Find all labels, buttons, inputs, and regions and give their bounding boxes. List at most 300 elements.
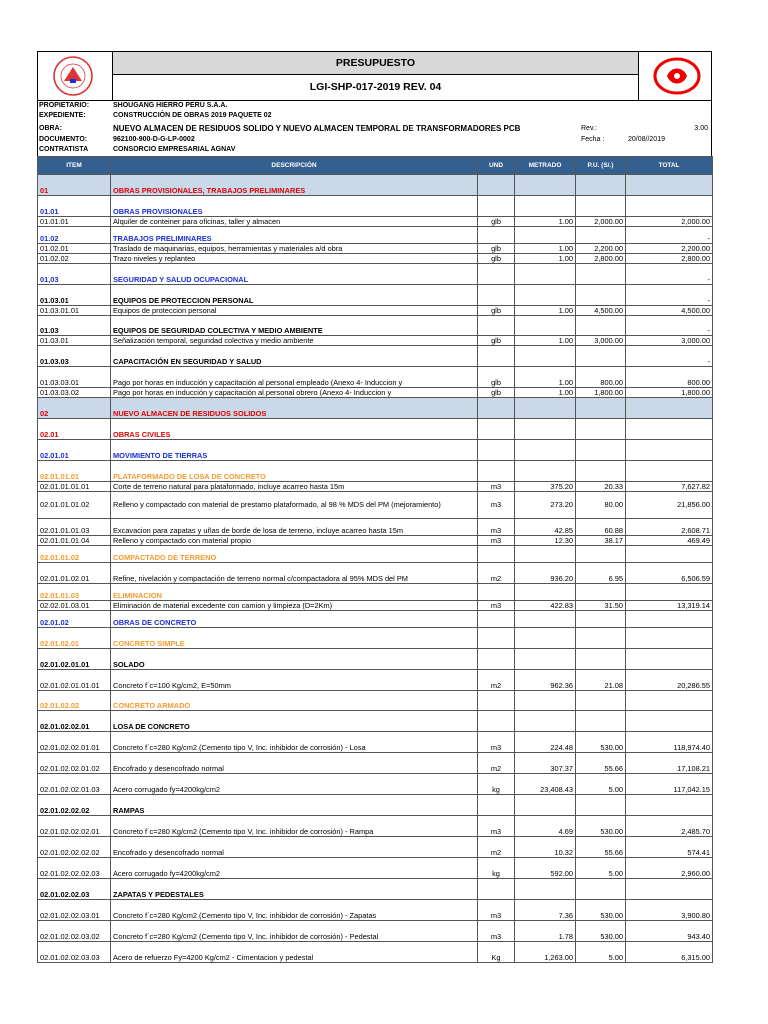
row-total: 2,960.00: [626, 857, 713, 878]
row-unit-price: 3,000.00: [576, 335, 626, 345]
owner-value: SHOUGANG HIERRO PERÚ S.A.A.: [113, 102, 228, 109]
date-label: Fecha :: [581, 135, 605, 143]
row-total: 117,042.15: [626, 773, 713, 794]
row-unit: glb: [478, 366, 515, 387]
row-unit: glb: [478, 305, 515, 315]
table-row: [38, 648, 713, 669]
row-unit-price: 2,000.00: [576, 216, 626, 226]
table-row: [38, 174, 713, 195]
row-description: Relleno y compactado con material de prestamo plataformado, al 98 % MDS del PM (mejoramiento): [111, 491, 478, 518]
row-unit: kg: [478, 773, 515, 794]
row-quantity: 1.00: [515, 366, 576, 387]
row-unit-price: [576, 439, 626, 460]
row-total: [626, 878, 713, 899]
table-row: [38, 253, 713, 263]
row-quantity: [515, 195, 576, 216]
row-unit: m3: [478, 815, 515, 836]
table-row: [38, 366, 713, 387]
row-unit: m3: [478, 518, 515, 535]
row-unit-price: [576, 418, 626, 439]
row-quantity: [515, 460, 576, 481]
row-item-code: 02.01.02.01: [38, 627, 111, 648]
row-item-code: 02.01.02.02.03.03: [38, 941, 111, 962]
table-row: [38, 263, 713, 284]
row-unit: [478, 878, 515, 899]
row-unit-price: [576, 545, 626, 562]
table-row: [38, 815, 713, 836]
table-row: [38, 439, 713, 460]
project-value: NUEVO ALMACEN DE RESIDUOS SOLIDO Y NUEVO ALMACEN TEMPORAL DE TRANSFORMADORES PCB: [113, 123, 521, 133]
revision-value: 3.00: [694, 124, 708, 132]
row-unit: [478, 226, 515, 243]
table-row: [38, 418, 713, 439]
table-row: [38, 481, 713, 491]
row-description: OBRAS DE CONCRETO: [111, 610, 478, 627]
row-quantity: 10.32: [515, 836, 576, 857]
row-description: RAMPAS: [111, 794, 478, 815]
column-header-description: DESCRIPCIÓN: [111, 156, 478, 174]
row-total: [626, 648, 713, 669]
row-item-code: 01.03.01.01: [38, 305, 111, 315]
row-unit: m3: [478, 600, 515, 610]
row-item-code: 02.01.02.02.01.03: [38, 773, 111, 794]
row-description: SEGURIDAD Y SALUD OCUPACIONAL: [111, 263, 478, 284]
row-description: Excavacion para zapatas y uñas de borde de losa de terreno, incluye acarreo hasta 15m: [111, 518, 478, 535]
row-unit-price: [576, 610, 626, 627]
row-quantity: 1.00: [515, 253, 576, 263]
row-unit-price: 5.00: [576, 773, 626, 794]
row-unit: m2: [478, 669, 515, 690]
row-unit: m3: [478, 491, 515, 518]
table-row: [38, 216, 713, 226]
row-description: Corte de terreno natural para plataformado, incluye acarreo hasta 15m: [111, 481, 478, 491]
table-row: [38, 195, 713, 216]
row-unit-price: [576, 710, 626, 731]
row-item-code: 02.01.01.02: [38, 545, 111, 562]
file-label: EXPEDIENTE:: [39, 112, 86, 120]
row-description: Acero de refuerzo Fy=4200 Kg/cm2 - Cimentacion y pedestal: [111, 941, 478, 962]
row-total: 13,319.14: [626, 600, 713, 610]
row-unit-price: 800.00: [576, 366, 626, 387]
row-quantity: [515, 545, 576, 562]
row-quantity: 307.37: [515, 752, 576, 773]
row-quantity: 224.48: [515, 731, 576, 752]
row-item-code: 02.01.02.02.01.02: [38, 752, 111, 773]
row-unit: [478, 610, 515, 627]
table-row: [38, 545, 713, 562]
row-item-code: 01.03.01: [38, 335, 111, 345]
row-item-code: 02.01.02.02.02: [38, 794, 111, 815]
row-description: Pago por horas en inducción y capacitación al personal obrero (Anexo 4- Induccion y: [111, 387, 478, 397]
row-description: EQUIPOS DE SEGURIDAD COLECTIVA Y MEDIO AMBIENTE: [111, 315, 478, 335]
row-unit-price: 20.33: [576, 481, 626, 491]
row-total: 6,506.59: [626, 562, 713, 583]
row-description: NUEVO ALMACEN DE RESIDUOS SOLIDOS: [111, 397, 478, 418]
row-description: LOSA DE CONCRETO: [111, 710, 478, 731]
row-total: [626, 627, 713, 648]
row-total: [626, 439, 713, 460]
budget-sheet: [37, 51, 712, 963]
table-row: [38, 710, 713, 731]
row-description: Concreto f´c=280 Kg/cm2 (Cemento tipo V, Inc. inhibidor de corrosión) - Zapatas: [111, 899, 478, 920]
row-item-code: 02.01.02.02.01: [38, 710, 111, 731]
row-unit: [478, 174, 515, 195]
row-total: [626, 794, 713, 815]
row-quantity: [515, 627, 576, 648]
row-item-code: 02.01.01.01: [38, 460, 111, 481]
table-row: [38, 610, 713, 627]
row-description: Acero corrugado fy=4200kg/cm2: [111, 773, 478, 794]
row-item-code: 01.02: [38, 226, 111, 243]
row-description: CONCRETO ARMADO: [111, 690, 478, 710]
table-row: [38, 335, 713, 345]
row-unit-price: [576, 263, 626, 284]
table-row: [38, 562, 713, 583]
row-quantity: 1.00: [515, 243, 576, 253]
row-total: 17,108.21: [626, 752, 713, 773]
row-unit-price: 530.00: [576, 899, 626, 920]
table-row: [38, 669, 713, 690]
row-quantity: 375.20: [515, 481, 576, 491]
row-quantity: 42.85: [515, 518, 576, 535]
column-header-unit-price: P.U. (S/.): [576, 156, 626, 174]
budget-table: [37, 156, 713, 963]
row-quantity: 273.20: [515, 491, 576, 518]
table-row: [38, 491, 713, 518]
row-total: -: [626, 345, 713, 366]
table-row: [38, 243, 713, 253]
table-row: [38, 518, 713, 535]
row-quantity: [515, 610, 576, 627]
row-quantity: [515, 583, 576, 600]
column-header-quantity: METRADO: [515, 156, 576, 174]
row-item-code: 02.01.02.02: [38, 690, 111, 710]
row-unit: m2: [478, 836, 515, 857]
table-row: [38, 752, 713, 773]
row-total: [626, 460, 713, 481]
row-total: [626, 195, 713, 216]
row-total: -: [626, 263, 713, 284]
date-value: 20/08//2019: [628, 135, 665, 143]
row-description: PLATAFORMADO DE LOSA DE CONCRETO: [111, 460, 478, 481]
row-unit: [478, 627, 515, 648]
row-quantity: [515, 345, 576, 366]
row-description: CAPACITACIÓN EN SEGURIDAD Y SALUD: [111, 345, 478, 366]
column-header-total: TOTAL: [626, 156, 713, 174]
row-unit: Kg: [478, 941, 515, 962]
row-unit-price: [576, 345, 626, 366]
row-description: Pago por horas en inducción y capacitación al personal empleado (Anexo 4- Induccion y: [111, 366, 478, 387]
row-total: [626, 610, 713, 627]
row-unit: [478, 418, 515, 439]
row-total: 2,485.70: [626, 815, 713, 836]
row-item-code: 02: [38, 397, 111, 418]
row-quantity: [515, 690, 576, 710]
row-total: 3,900.80: [626, 899, 713, 920]
table-header-row: [38, 156, 713, 174]
table-row: [38, 920, 713, 941]
table-row: [38, 878, 713, 899]
row-unit-price: 5.00: [576, 857, 626, 878]
row-total: 2,000.00: [626, 216, 713, 226]
row-unit: m3: [478, 920, 515, 941]
row-unit: [478, 794, 515, 815]
row-item-code: 02.01.02.02.03: [38, 878, 111, 899]
row-unit-price: [576, 226, 626, 243]
row-unit-price: [576, 794, 626, 815]
row-unit-price: [576, 397, 626, 418]
row-unit: m3: [478, 535, 515, 545]
table-row: [38, 315, 713, 335]
row-total: -: [626, 226, 713, 243]
row-unit: m2: [478, 562, 515, 583]
row-unit: m2: [478, 752, 515, 773]
row-quantity: 1.00: [515, 216, 576, 226]
row-unit-price: [576, 878, 626, 899]
row-quantity: 422.83: [515, 600, 576, 610]
row-unit-price: 5.00: [576, 941, 626, 962]
table-row: [38, 794, 713, 815]
row-unit: m3: [478, 481, 515, 491]
revision-label: Rev.:: [581, 124, 597, 132]
row-total: [626, 174, 713, 195]
row-item-code: 01.03.03.01: [38, 366, 111, 387]
row-unit-price: [576, 460, 626, 481]
row-quantity: 12.30: [515, 535, 576, 545]
table-row: [38, 836, 713, 857]
row-item-code: 02.01.02.01.01: [38, 648, 111, 669]
row-total: 4,500.00: [626, 305, 713, 315]
row-unit-price: 21.08: [576, 669, 626, 690]
row-item-code: 02.01.02.02.01.01: [38, 731, 111, 752]
document-code: LGI-SHP-017-2019 REV. 04: [112, 75, 639, 100]
table-row: [38, 600, 713, 610]
owner-label: PROPIETARIO:: [39, 102, 90, 109]
row-unit-price: 4,500.00: [576, 305, 626, 315]
shougang-logo-icon: [649, 56, 705, 96]
row-unit: [478, 690, 515, 710]
document-title: PRESUPUESTO: [112, 52, 639, 75]
row-unit-price: 6.95: [576, 562, 626, 583]
document-value: 962100-900-D-G-LP-0002: [113, 135, 195, 143]
row-unit: glb: [478, 335, 515, 345]
row-quantity: 23,408.43: [515, 773, 576, 794]
row-description: Relleno y compactado con material propio: [111, 535, 478, 545]
table-row: [38, 899, 713, 920]
row-total: 2,800.00: [626, 253, 713, 263]
row-quantity: [515, 710, 576, 731]
row-description: Traslado de maquinarias, equipos, herramientas y materiales a/d obra: [111, 243, 478, 253]
row-unit: [478, 583, 515, 600]
row-quantity: 936.20: [515, 562, 576, 583]
row-description: ZAPATAS Y PEDESTALES: [111, 878, 478, 899]
row-total: [626, 710, 713, 731]
row-unit: [478, 345, 515, 366]
row-quantity: 1,263.00: [515, 941, 576, 962]
row-description: Refine, nivelación y compactación de terreno normal c/compactadora al 95% MDS del PM: [111, 562, 478, 583]
row-quantity: 1.00: [515, 305, 576, 315]
row-quantity: 592.00: [515, 857, 576, 878]
row-total: [626, 418, 713, 439]
row-description: OBRAS CIVILES: [111, 418, 478, 439]
row-description: Acero corrugado fy=4200kg/cm2: [111, 857, 478, 878]
row-unit-price: 60.88: [576, 518, 626, 535]
table-row: [38, 345, 713, 366]
table-row: [38, 226, 713, 243]
row-unit-price: [576, 583, 626, 600]
row-unit-price: [576, 627, 626, 648]
row-unit: glb: [478, 216, 515, 226]
row-total: 7,627.82: [626, 481, 713, 491]
row-total: 118,974.40: [626, 731, 713, 752]
row-unit: [478, 397, 515, 418]
row-unit: [478, 710, 515, 731]
row-unit-price: 2,800.00: [576, 253, 626, 263]
table-row: [38, 941, 713, 962]
row-quantity: 1.00: [515, 335, 576, 345]
row-unit-price: 38.17: [576, 535, 626, 545]
row-item-code: 01: [38, 174, 111, 195]
row-item-code: 02.01.02.02.02.03: [38, 857, 111, 878]
row-item-code: 02.01.02: [38, 610, 111, 627]
row-description: Alquiler de conteiner para oficinas, taller y almacen: [111, 216, 478, 226]
row-quantity: [515, 226, 576, 243]
row-quantity: [515, 794, 576, 815]
row-description: EQUIPOS DE PROTECCION PERSONAL: [111, 284, 478, 305]
row-total: 2,200.00: [626, 243, 713, 253]
row-quantity: [515, 284, 576, 305]
row-unit-price: [576, 648, 626, 669]
row-total: [626, 583, 713, 600]
row-unit: [478, 545, 515, 562]
row-description: TRABAJOS PRELIMINARES: [111, 226, 478, 243]
row-description: Eliminación de material excedente con camion y limpieza (D=2Km): [111, 600, 478, 610]
row-item-code: 02.01.01.03: [38, 583, 111, 600]
row-total: 800.00: [626, 366, 713, 387]
row-description: CONCRETO SIMPLE: [111, 627, 478, 648]
row-item-code: 01.02.01: [38, 243, 111, 253]
table-row: [38, 387, 713, 397]
row-description: SOLADO: [111, 648, 478, 669]
table-row: [38, 397, 713, 418]
row-total: 3,000.00: [626, 335, 713, 345]
row-total: 2,608.71: [626, 518, 713, 535]
row-description: COMPACTADO DE TERRENO: [111, 545, 478, 562]
row-item-code: 02.01.02.02.02.02: [38, 836, 111, 857]
row-unit: [478, 439, 515, 460]
table-row: [38, 627, 713, 648]
row-total: 20,286.55: [626, 669, 713, 690]
row-unit: [478, 315, 515, 335]
row-total: 574.41: [626, 836, 713, 857]
row-unit-price: 55.66: [576, 836, 626, 857]
row-unit: [478, 284, 515, 305]
row-item-code: 02.01.01.01.04: [38, 535, 111, 545]
row-unit: m3: [478, 899, 515, 920]
project-info: [37, 100, 712, 156]
row-item-code: 01.01: [38, 195, 111, 216]
row-item-code: 01,03: [38, 263, 111, 284]
row-description: Encofrado y desencofrado normal: [111, 836, 478, 857]
row-total: 1,800.00: [626, 387, 713, 397]
row-total: 943.40: [626, 920, 713, 941]
column-header-unit: UND: [478, 156, 515, 174]
row-item-code: 01.02.02: [38, 253, 111, 263]
row-quantity: [515, 263, 576, 284]
row-unit-price: 55.66: [576, 752, 626, 773]
row-item-code: 02.01.01.02.01: [38, 562, 111, 583]
file-value: CONSTRUCCIÓN DE OBRAS 2019 PAQUETE 02: [113, 112, 272, 120]
row-total: 6,315.00: [626, 941, 713, 962]
row-description: MOVIMIENTO DE TIERRAS: [111, 439, 478, 460]
table-row: [38, 773, 713, 794]
row-item-code: 02.02.01.03.01: [38, 600, 111, 610]
row-unit-price: [576, 195, 626, 216]
row-unit-price: [576, 315, 626, 335]
row-unit-price: [576, 174, 626, 195]
row-item-code: 02.01.01.01.01: [38, 481, 111, 491]
table-row: [38, 284, 713, 305]
row-item-code: 02.01.02.02.03.02: [38, 920, 111, 941]
row-item-code: 02.01.02.02.03.01: [38, 899, 111, 920]
table-row: [38, 583, 713, 600]
row-quantity: [515, 397, 576, 418]
row-unit: [478, 648, 515, 669]
row-quantity: 1.78: [515, 920, 576, 941]
row-total: [626, 690, 713, 710]
row-unit-price: 80.00: [576, 491, 626, 518]
row-description: OBRAS PROVISIONALES: [111, 195, 478, 216]
row-unit: [478, 460, 515, 481]
row-item-code: 02.01: [38, 418, 111, 439]
row-item-code: 01.01.01: [38, 216, 111, 226]
row-description: Equipos de proteccion personal: [111, 305, 478, 315]
contractor-value: CONSORCIO EMPRESARIAL AGNAV: [113, 146, 236, 154]
row-unit-price: 1,800.00: [576, 387, 626, 397]
table-row: [38, 460, 713, 481]
row-description: Concreto f´c=280 Kg/cm2 (Cemento tipo V, Inc. inhibidor de corrosión) - Losa: [111, 731, 478, 752]
row-quantity: 1.00: [515, 387, 576, 397]
column-header-item: ITEM: [38, 156, 111, 174]
table-row: [38, 731, 713, 752]
row-quantity: [515, 315, 576, 335]
row-unit: [478, 263, 515, 284]
consortium-logo-icon: [42, 55, 104, 97]
row-quantity: 962.36: [515, 669, 576, 690]
row-total: [626, 397, 713, 418]
row-quantity: [515, 418, 576, 439]
row-unit-price: [576, 284, 626, 305]
row-description: ELIMINACION: [111, 583, 478, 600]
document-label: DOCUMENTO:: [39, 135, 88, 143]
row-item-code: 02.01.01.01.02: [38, 491, 111, 518]
row-description: Trazo niveles y replanteo: [111, 253, 478, 263]
row-item-code: 02.01.02.01.01.01: [38, 669, 111, 690]
row-quantity: [515, 439, 576, 460]
row-description: Concreto f´c=280 Kg/cm2 (Cemento tipo V, Inc. inhibidor de corrosión) - Rampa: [111, 815, 478, 836]
table-row: [38, 857, 713, 878]
row-description: Concreto f´c=280 Kg/cm2 (Cemento tipo V, Inc. inhibidor de corrosión) - Pedestal: [111, 920, 478, 941]
row-item-code: 01.03.01: [38, 284, 111, 305]
row-unit: m3: [478, 731, 515, 752]
document-header: [37, 51, 712, 100]
row-unit: glb: [478, 387, 515, 397]
table-row: [38, 690, 713, 710]
row-description: Señalización temporal, seguridad colectiva y medio ambiente: [111, 335, 478, 345]
row-item-code: 02.01.02.02.02.01: [38, 815, 111, 836]
row-quantity: [515, 878, 576, 899]
row-unit-price: 530.00: [576, 920, 626, 941]
